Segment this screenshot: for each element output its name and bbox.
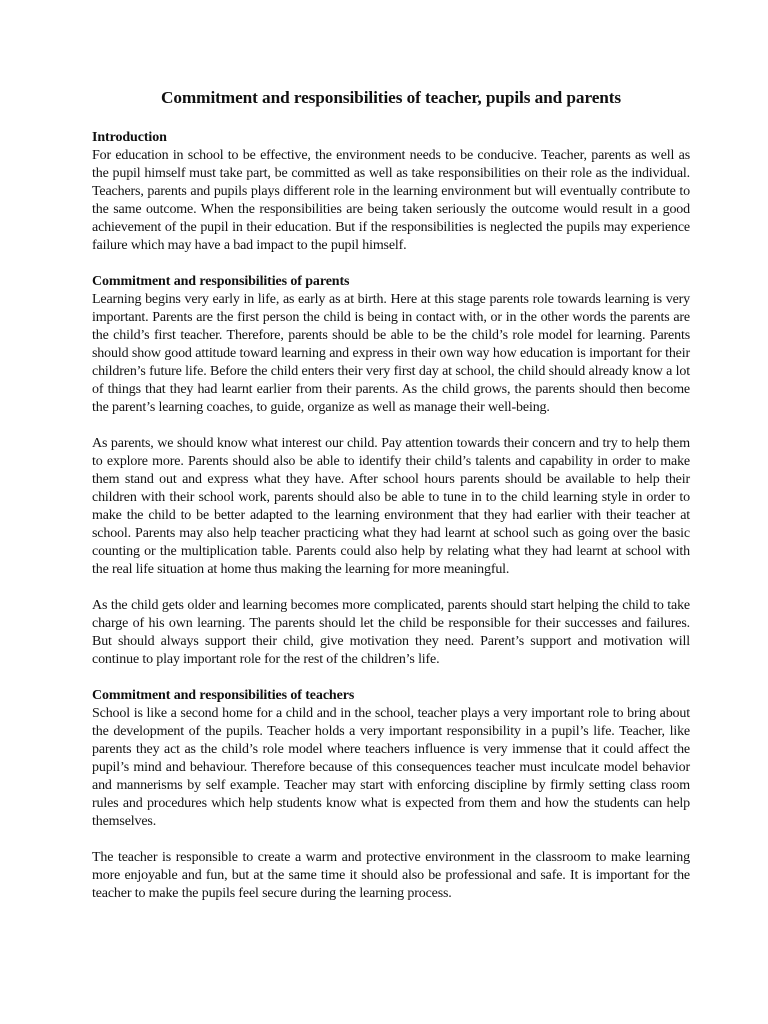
section-teachers	[92, 687, 690, 903]
section-heading: Introduction	[92, 130, 167, 145]
section-introduction	[92, 129, 690, 255]
spacer	[92, 417, 690, 435]
paragraph: The teacher is responsible to create a warm and protective environment in the classroom to make learning more enjoyable and fun, but at the same time it should also be professional and safe. It is important for the teacher to make the pupils feel secure during the learning process.	[92, 850, 690, 901]
document-title: Commitment and responsibilities of teacher, pupils and parents	[160, 88, 622, 107]
spacer	[92, 255, 690, 273]
paragraph: For education in school to be effective, the environment needs to be conducive. Teacher, parents as well as the pupil himself must take part, be committed as well as take responsibilities on their role as the individual. Teachers, parents and pupils plays different role in the learning environment but will eventually contribute to the same outcome. When the responsibilities are being taken seriously the outcome would result in a good achievement of the pupil in their education. But if the responsibilities is neglected the pupils may experience failure which may have a bad impact to the pupil himself.	[92, 148, 690, 253]
document-page	[92, 88, 690, 903]
section-heading: Commitment and responsibilities of teachers	[92, 688, 355, 703]
section-parents	[92, 273, 690, 669]
paragraph: As parents, we should know what interest our child. Pay attention towards their concern and try to help them to explore more. Parents should also be able to identify their child’s talents and capability in order to make them stand out and express what they have. After school hours parents should be available to help their children with their school work, parents should also be able to tune in to the child learning style in order to make the child to be better adapted to the learning environment that they had earlier with their teacher at school. Parents may also help teacher practicing what they had learnt at school such as going over the basic counting or the multiplication table. Parents could also help by relating what they had learnt at school with the real life situation at home thus making the learning for more meaningful.	[92, 436, 690, 577]
paragraph: School is like a second home for a child and in the school, teacher plays a very important role to bring about the development of the pupils. Teacher holds a very important responsibility in a pupil’s life. Teacher, like parents they act as the child’s role model where teachers influence is very immense that it could affect the pupil’s mind and behaviour. Therefore because of this consequences teacher must inculcate model behavior and mannerisms by self example. Teacher may start with enforcing discipline by firmly setting class room rules and procedures which help students know what is expected from them and how the students can help themselves.	[92, 706, 690, 829]
spacer	[92, 669, 690, 687]
spacer	[92, 579, 690, 597]
paragraph: As the child gets older and learning becomes more complicated, parents should start helping the child to take charge of his own learning. The parents should let the child be responsible for their successes and failures. But should always support their child, give motivation they need. Parent’s support and motivation will continue to play important role for the rest of the children’s life.	[92, 598, 690, 667]
paragraph: Learning begins very early in life, as early as at birth. Here at this stage parents role towards learning is very important. Parents are the first person the child is being in contact with, or in the other words the parents are the child’s first teacher. Therefore, parents should be able to be the child’s role model for learning. Parents should show good attitude toward learning and express in their own way how education is important for their children’s future life. Before the child enters their very first day at school, the child should already know a lot of things that they had learnt earlier from their parents. As the child grows, the parents should then become the parent’s learning coaches, to guide, organize as well as manage their well-being.	[92, 292, 690, 415]
spacer	[92, 831, 690, 849]
section-heading: Commitment and responsibilities of parents	[92, 274, 350, 289]
